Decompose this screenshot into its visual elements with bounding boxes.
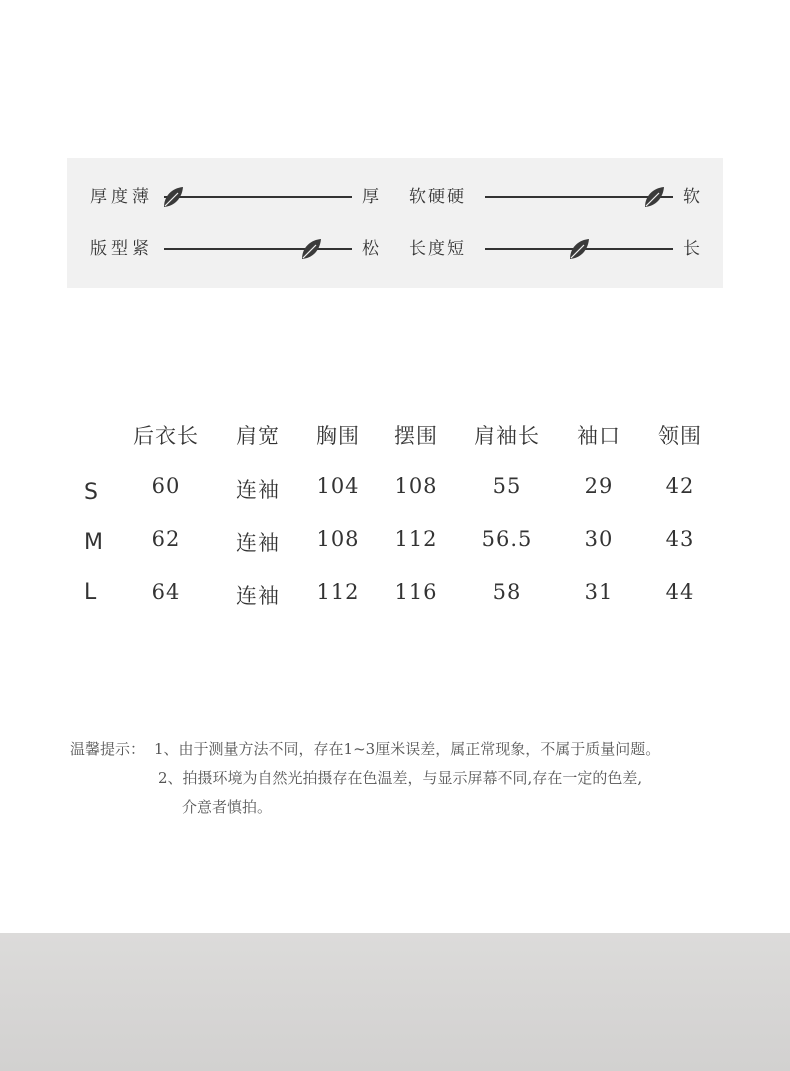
notes-line-2: 2、拍摄环境为自然光拍摄存在色温差，与显示屏幕不同,存在一定的色差,	[158, 769, 643, 787]
thickness-label: 厚度薄	[90, 187, 153, 207]
thickness-scale	[90, 182, 390, 212]
notes-title: 温馨提示：	[70, 740, 146, 758]
table-cell: 31	[584, 580, 614, 604]
length-leaf-marker-icon	[566, 236, 592, 262]
size-label-s: S	[84, 480, 98, 505]
notes-line-1: 1、由于测量方法不同，存在1~3厘米误差，属正常现象，不属于质量问题。	[154, 740, 661, 758]
table-cell: 56.5	[481, 527, 533, 551]
thickness-leaf-marker-icon	[160, 184, 186, 210]
table-cell: 108	[394, 474, 438, 498]
size-label-m: M	[84, 530, 103, 555]
fit-scale	[90, 234, 390, 264]
softness-scale	[409, 182, 709, 212]
table-cell: 112	[316, 580, 360, 604]
header-cuff: 袖口	[577, 424, 621, 448]
thickness-end-label: 厚	[362, 187, 383, 207]
table-cell: 30	[584, 527, 614, 551]
fit-label: 版型紧	[90, 239, 153, 259]
thickness-track	[164, 196, 352, 198]
fit-track	[164, 248, 352, 250]
table-cell: 连袖	[236, 584, 280, 608]
fit-leaf-marker-icon	[298, 236, 324, 262]
softness-end-label: 软	[683, 187, 704, 207]
header-neck: 领围	[658, 424, 702, 448]
table-cell: 42	[665, 474, 695, 498]
softness-label: 软硬硬	[409, 187, 466, 207]
bottom-gray-band	[0, 933, 790, 1071]
table-cell: 44	[665, 580, 695, 604]
table-cell: 112	[394, 527, 438, 551]
fit-end-label: 松	[362, 239, 383, 259]
table-cell: 连袖	[236, 531, 280, 555]
table-cell: 55	[492, 474, 522, 498]
fabric-attribute-panel	[67, 158, 723, 288]
header-chest: 胸围	[316, 424, 360, 448]
softness-leaf-marker-icon	[641, 184, 667, 210]
table-cell: 108	[316, 527, 360, 551]
table-cell: 62	[151, 527, 181, 551]
header-hem: 摆围	[394, 424, 438, 448]
header-sleeve-length: 肩袖长	[474, 424, 540, 448]
length-label: 长度短	[409, 239, 466, 259]
notes-line-3: 介意者慎拍。	[182, 798, 273, 816]
header-back-length: 后衣长	[133, 424, 199, 448]
length-scale	[409, 234, 709, 264]
table-cell: 104	[316, 474, 360, 498]
table-cell: 58	[492, 580, 522, 604]
table-cell: 43	[665, 527, 695, 551]
table-cell: 116	[394, 580, 438, 604]
table-cell: 60	[151, 474, 181, 498]
table-cell: 29	[584, 474, 614, 498]
size-label-l: L	[84, 580, 97, 605]
table-cell: 连袖	[236, 478, 280, 502]
header-shoulder-width: 肩宽	[236, 424, 280, 448]
length-end-label: 长	[683, 239, 704, 259]
table-cell: 64	[151, 580, 181, 604]
